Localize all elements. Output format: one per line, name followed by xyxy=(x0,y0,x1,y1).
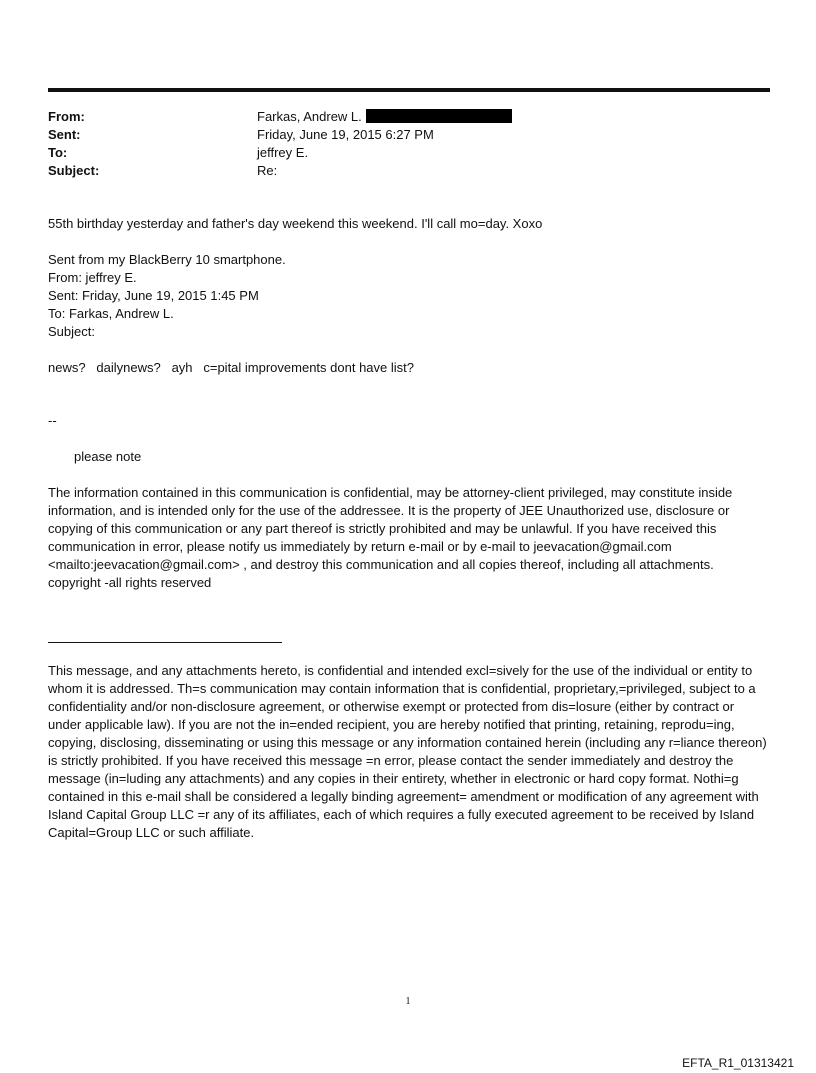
dash-separator: -- xyxy=(48,413,57,428)
email-header xyxy=(48,108,512,180)
disclaimer-jee xyxy=(48,484,770,592)
disclaimer-jee-text: The information contained in this communication is confidential, may be attorney-client privileged, may constitute inside information, and is intended only for the use of the addressee. It is the property of JEE Unauthorized use, disclosure or copying of this communication or any part thereof is strictly prohibited and may be unlawful. If you have received this communication in error, please notify us immediately by return e-mail or by e-mail to jeevacation@gmail.com <mailto:jeevacation@gmail.com> , and destroy this communication and all copies thereof, including all attachments. copyright -all rights reserved xyxy=(48,485,733,590)
sent-label: Sent: xyxy=(48,127,81,142)
quoted-line: Sent from my BlackBerry 10 smartphone. xyxy=(48,252,286,267)
from-value xyxy=(257,108,512,126)
bates-number: EFTA_R1_01313421 xyxy=(682,1056,794,1070)
page-number: 1 xyxy=(405,996,411,1007)
from-label: From: xyxy=(48,109,85,124)
redaction-box xyxy=(366,109,512,123)
quoted-line: Subject: xyxy=(48,324,95,339)
separator-line xyxy=(48,642,282,643)
please-note-text: please note xyxy=(74,449,142,464)
from-row xyxy=(48,108,512,126)
subject-label: Subject: xyxy=(48,163,100,178)
to-value: jeffrey E. xyxy=(257,145,309,160)
from-name: Farkas, Andrew L. xyxy=(257,109,362,124)
please-note xyxy=(74,448,796,466)
sent-row xyxy=(48,126,512,144)
disclaimer-island-text: This message, and any attachments hereto, is confidential and intended excl=sively for the use of the individual or entity to whom it is addressed. Th=s communication may contain information that is confidential, proprietary,=privileged, subject to a confidentiality and/or non-disclosure agreement, or otherwise exempt or protected from dis=losure (either by contract or under applicable law). If you are not the in=ended recipient, you are hereby notified that printing, retaining, reprodu=ing, copying, disclosing, disseminating or using this message or any information contained herein (including any r=liance thereon) is strictly prohibited. If you have received this message =n error, please contact the sender immediately and destroy the message (in=luding any attachments) and any copies in their entirety, whether in electronic or hard copy format. Nothi=g contained in this e-mail shall be considered a legally binding agreement= amendment or modification of any agreement with Island Capital Group LLC =r any of its affiliates, each of which requires a fully executed agreement to be received by Island Capital=Group LLC or such affiliate. xyxy=(48,663,767,840)
original-message xyxy=(48,359,770,377)
to-row xyxy=(48,144,512,162)
original-message-text: news? dailynews? ayh c=pital improvements dont have list? xyxy=(48,360,414,375)
sent-value: Friday, June 19, 2015 6:27 PM xyxy=(257,127,434,142)
top-rule xyxy=(48,88,770,92)
disclaimer-island xyxy=(48,662,770,842)
to-label: To: xyxy=(48,145,68,160)
signature-dash xyxy=(48,412,770,430)
subject-value: Re: xyxy=(257,163,278,178)
quoted-line: Sent: Friday, June 19, 2015 1:45 PM xyxy=(48,288,259,303)
quoted-line: To: Farkas, Andrew L. xyxy=(48,306,174,321)
reply-text xyxy=(48,215,770,233)
quoted-line: From: jeffrey E. xyxy=(48,270,137,285)
quoted-header xyxy=(48,251,770,341)
subject-row xyxy=(48,162,512,180)
reply-line: 55th birthday yesterday and father's day weekend this weekend. I'll call mo=day. Xoxo xyxy=(48,216,543,231)
